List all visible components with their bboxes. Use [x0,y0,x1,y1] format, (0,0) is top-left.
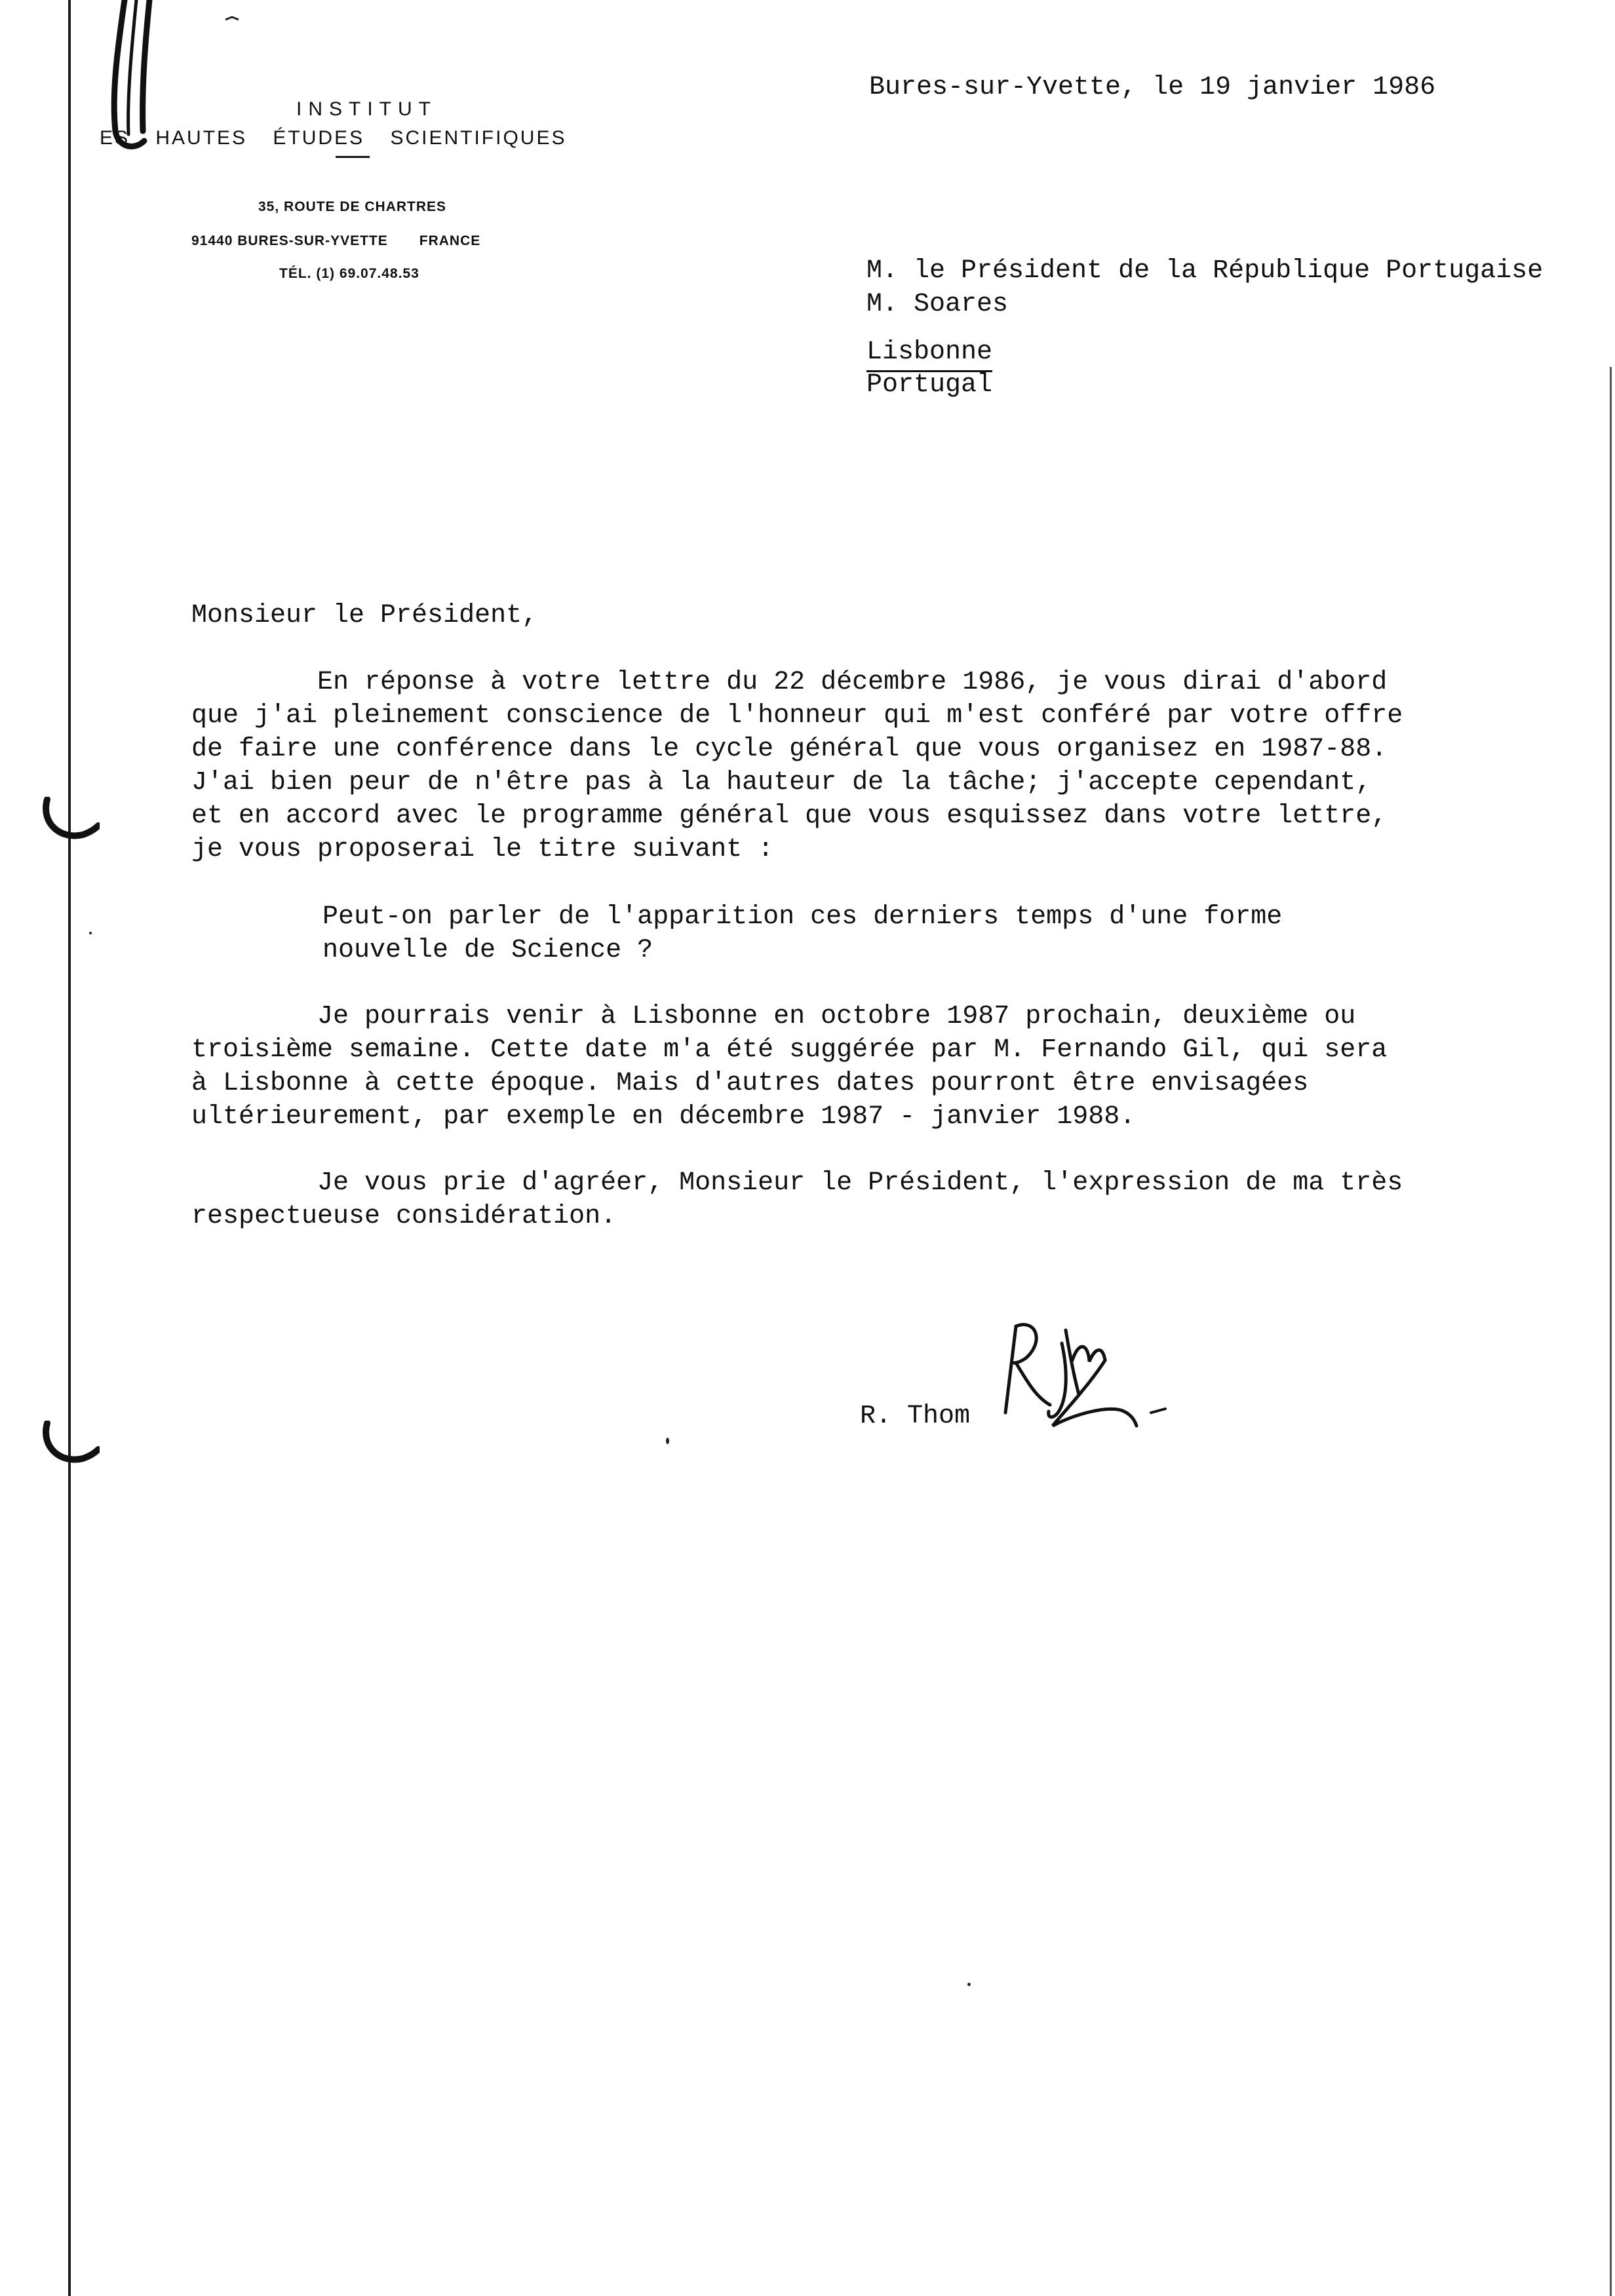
paragraph-2 [191,1000,1387,1134]
recipient-city-line [866,335,992,372]
letterhead-word: SCIENTIFIQUES [390,127,567,149]
text-line: de faire une conférence dans le cycle général que vous organisez en 1987-88. [191,735,1388,764]
letterhead-word: ES [100,127,130,149]
date-line: Bures-sur-Yvette, le 19 janvier 1986 [869,73,1436,102]
text-line: et en accord avec le programme général que vous esquissez dans votre lettre, [191,801,1388,831]
left-scan-edge [68,0,71,2296]
text-line: respectueuse considération. [191,1202,617,1231]
letterhead-telephone: TÉL. (1) 69.07.48.53 [279,266,419,281]
letterhead-divider [336,156,370,158]
staple-mark-icon [223,12,243,25]
paper-clip-middle-icon [41,797,100,843]
text-line: que j'ai pleinement conscience de l'honneur qui m'est conféré par votre offre [191,701,1403,731]
proposed-title-quote [322,900,1282,967]
recipient-country: Portugal [866,370,993,400]
handwritten-signature [990,1314,1199,1445]
scan-speck [967,1983,971,1986]
text-line: à Lisbonne à cette époque. Mais d'autres dates pourront être envisagées [191,1069,1309,1098]
letterhead-institut: INSTITUT [296,98,437,120]
text-line: je vous proposerai le titre suivant : [191,835,774,864]
text-line: Je vous prie d'agréer, Monsieur le Président, l'expression de ma très [191,1168,1403,1198]
recipient-line: M. le Président de la République Portugaise [866,256,1544,286]
letterhead-street: 35, ROUTE DE CHARTRES [258,199,447,214]
text-line: troisième semaine. Cette date m'a été suggérée par M. Fernando Gil, qui sera [191,1035,1388,1065]
text-line: Je pourrais venir à Lisbonne en octobre 1987 prochain, deuxième ou [191,1002,1356,1031]
paper-clip-lower-icon [41,1421,100,1466]
letterhead-city [191,233,480,249]
letterhead-word: ÉTUDES [273,127,365,149]
paragraph-1 [191,666,1403,866]
text-line: ultérieurement, par exemple en décembre 1987 - janvier 1988. [191,1102,1136,1132]
scan-speck [89,932,92,934]
recipient-name: M. Soares [866,290,1009,319]
signer-name: R. Thom [860,1402,971,1431]
letterhead-postcode-city: 91440 BURES-SUR-YVETTE [191,233,388,248]
salutation: Monsieur le Président, [191,601,538,630]
text-line: En réponse à votre lettre du 22 décembre 1986, je vous dirai d'abord [191,668,1388,697]
right-scan-edge [1610,367,1612,2296]
text-line: Peut-on parler de l'apparition ces derniers temps d'une forme [322,902,1283,932]
scan-speck [666,1438,669,1444]
text-line: J'ai bien peur de n'être pas à la hauteur de la tâche; j'accepte cependant, [191,768,1372,797]
paragraph-3 [191,1166,1403,1233]
recipient-block [866,254,1543,321]
letterhead-institute-name [100,127,585,149]
letterhead-country: FRANCE [419,233,481,248]
letterhead-word: HAUTES [155,127,248,149]
recipient-city: Lisbonne [866,335,992,372]
text-line: nouvelle de Science ? [322,936,653,965]
